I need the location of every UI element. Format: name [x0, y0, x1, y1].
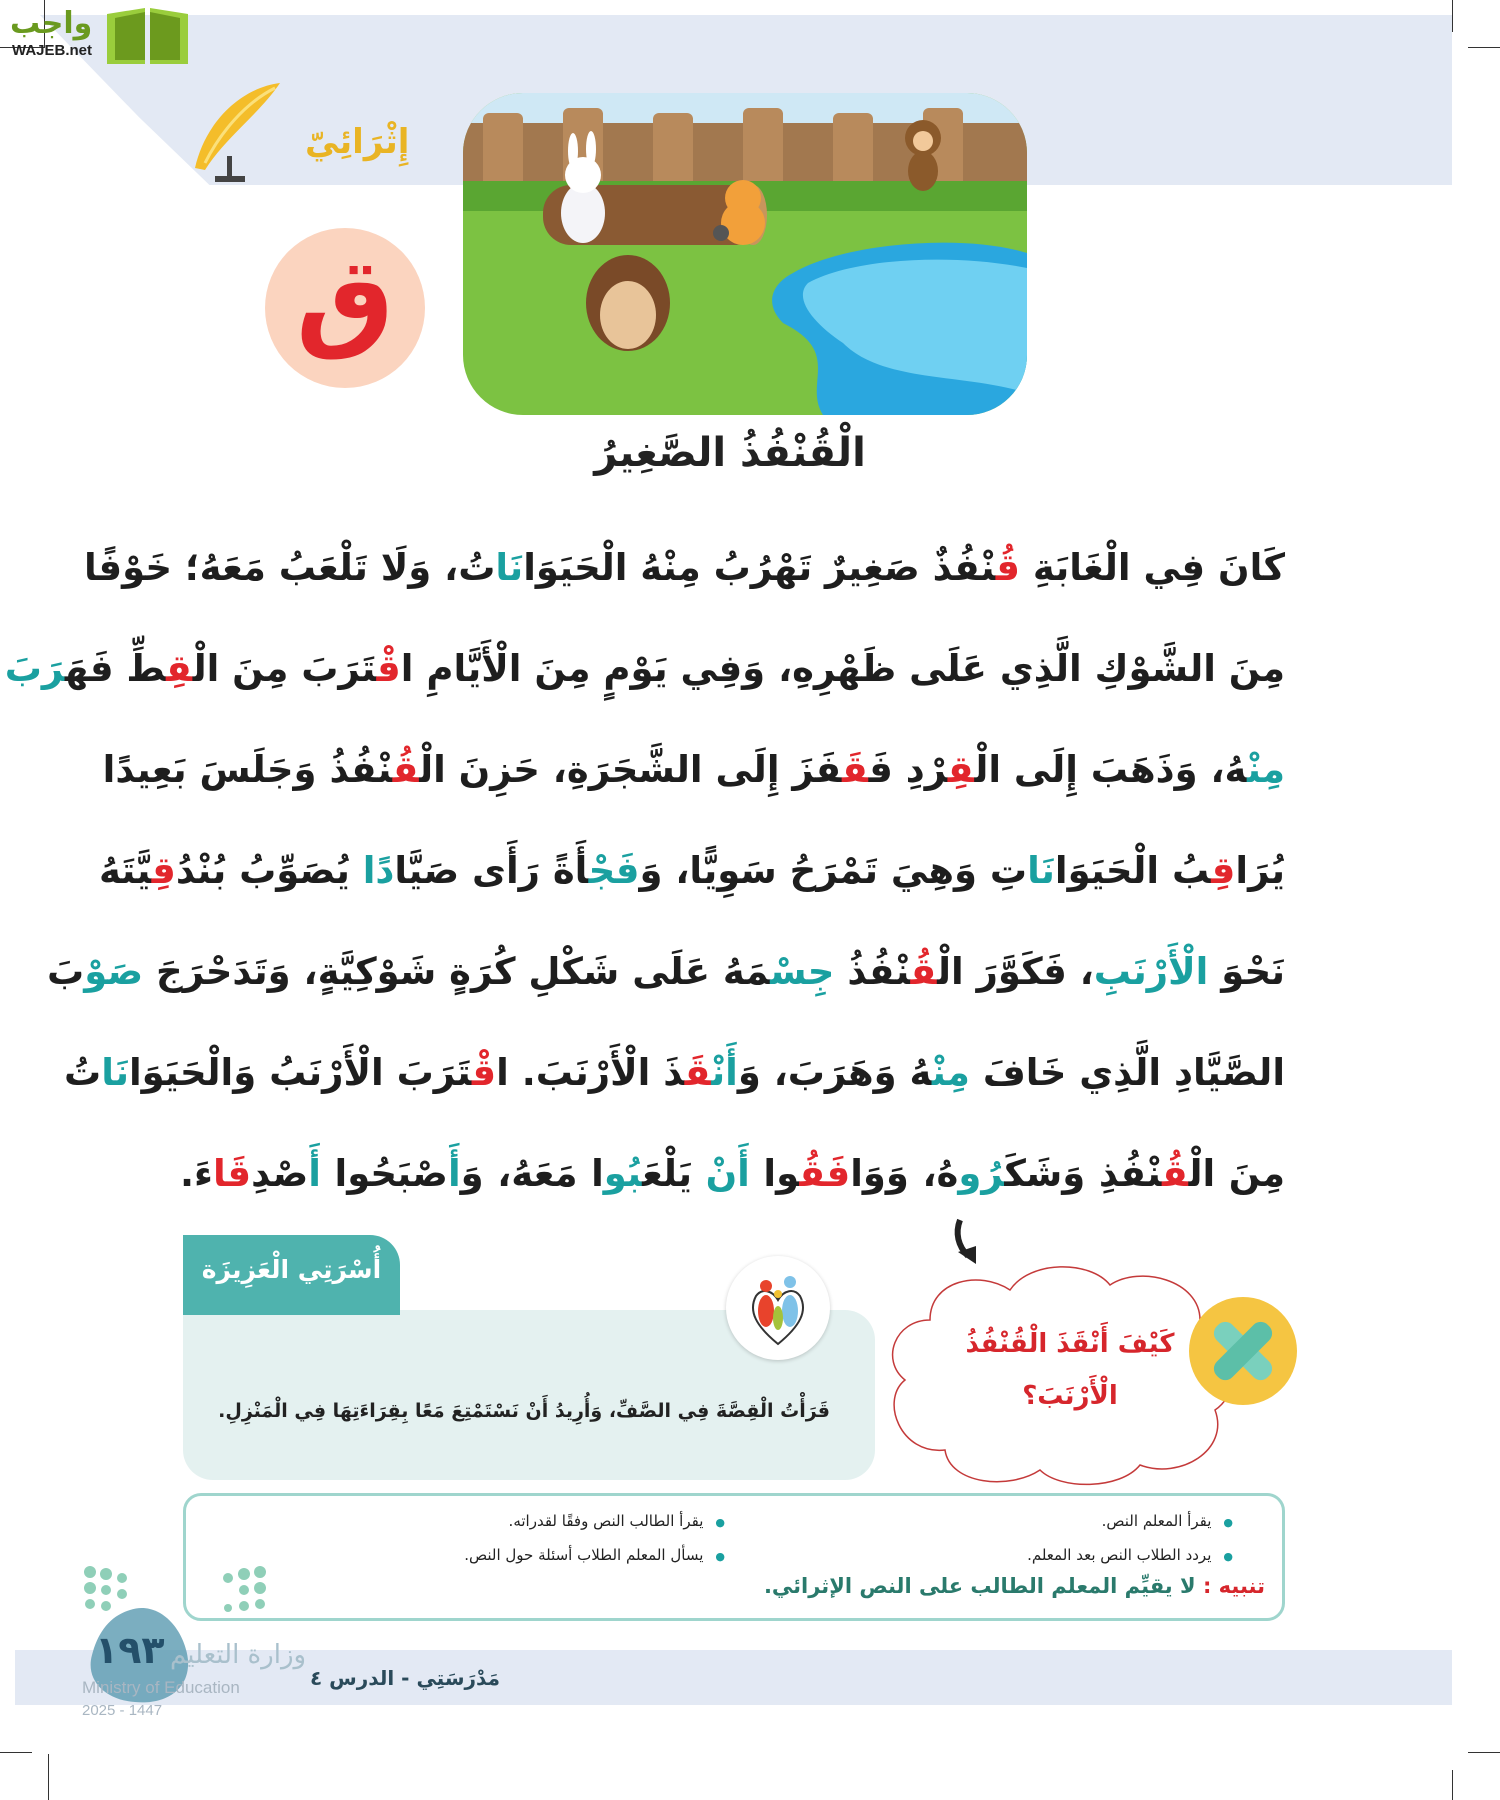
story-text-segment: تَرَبَ مِنَ الْ	[192, 647, 377, 690]
feather-quill-icon	[180, 78, 290, 186]
story-text-segment: رْدِ فَ	[868, 748, 948, 791]
highlight-letter: قِ	[151, 849, 176, 892]
story-text-segment: صْبَحُوا	[320, 1152, 448, 1195]
note-item: ● يسأل المعلم الطلاب أسئلة حول النص.	[464, 1546, 725, 1564]
highlight-syllable: أَنْ	[711, 1051, 738, 1094]
story-text-segment: نْفُذُ وَجَلَسَ بَعِيدًا	[102, 748, 393, 791]
letter: ق	[295, 234, 395, 362]
highlight-syllable: صَوْ	[84, 950, 144, 993]
story-title: الْقُنْفُذُ الصَّغِيرُ	[594, 430, 866, 476]
warning-text: لا يقيِّم المعلم الطالب على النص الإثرائي.	[763, 1574, 1196, 1598]
story-text-segment: نْفُذُ	[834, 950, 911, 993]
story-line	[47, 934, 1285, 1035]
story-text-segment: صْدِ	[251, 1152, 309, 1195]
warning-label: تنبيه :	[1202, 1574, 1265, 1598]
page-number: ١٩٣	[95, 1628, 165, 1672]
story-text-segment: فَزَ إِلَى الشَّجَرَةِ، حَزِنَ الْ	[419, 748, 843, 791]
ministry-name-english: Ministry of Education	[82, 1678, 240, 1697]
highlight-letter: قِ	[947, 748, 975, 791]
question-line-1: كَيْفَ أَنْقَذَ الْقُنْفُذُ	[965, 1329, 1175, 1359]
story-line	[4, 631, 1285, 732]
highlight-syllable: مِنْ	[1246, 748, 1285, 791]
highlight-letter: قَ	[684, 1051, 712, 1094]
crop-mark	[1452, 0, 1453, 32]
family-icon-circle	[726, 1256, 830, 1360]
letter-badge	[265, 228, 425, 388]
family-note-text: قَرَأْتُ الْقِصَّةَ فِي الصَّفِّ، وَأُرِيدُ أَنْ نَسْتَمْتِعَ مَعًا بِقِرَاءَتِهَا فِي الْمَنْزِلِ.	[218, 1400, 830, 1422]
note-item: ● يقرأ الطالب النص وفقًا لقدراته.	[509, 1512, 725, 1530]
crop-mark	[0, 1752, 32, 1753]
highlight-letter: قِ	[166, 647, 193, 690]
story-illustration	[463, 93, 1027, 415]
highlight-letter: قُ	[1161, 1152, 1189, 1195]
highlight-syllable: رَبَ	[4, 647, 65, 690]
highlight-letter: قِ	[1211, 849, 1236, 892]
highlight-syllable: مِنْ	[931, 1051, 970, 1094]
book-logo-icon	[105, 4, 190, 66]
story-text-segment: يَلْعَ	[642, 1152, 706, 1195]
story-line	[102, 732, 1285, 833]
crop-mark	[48, 1754, 49, 1800]
note-item: ● يقرأ المعلم النص.	[1102, 1512, 1233, 1530]
story-line	[180, 1136, 1285, 1237]
story-text-segment: ذَ الْأَرْنَبَ. ا	[496, 1051, 685, 1094]
highlight-syllable: نَا	[101, 1051, 129, 1094]
story-text-segment: تِ وَهِيَ تَمْرَحُ سَوِيًّا، وَ	[639, 849, 1028, 892]
logo-latin: WAJEB.net	[12, 42, 93, 59]
highlight-letter: قَ	[842, 748, 869, 791]
highlight-syllable: نَا	[495, 546, 524, 589]
highlight-letter: قْ	[471, 1051, 497, 1094]
logo-arabic: واجب	[10, 6, 93, 41]
story-text-segment: تُ، وَلَا تَلْعَبُ مَعَهُ؛ خَوْفًا	[84, 546, 496, 589]
highlight-syllable: أَنْ	[705, 1152, 750, 1195]
highlight-letter: قُ	[995, 546, 1021, 589]
story-text-segment: هُ وَهَرَبَ، وَ	[737, 1051, 932, 1094]
section-label: إِثْرَائِيّ	[305, 122, 410, 162]
family-heading: أُسْرَتِي الْعَزِيزَة	[183, 1235, 400, 1315]
story-line	[84, 530, 1285, 631]
story-text	[4, 530, 1285, 1237]
family-heart-icon	[726, 1256, 830, 1360]
story-text-segment: تَرَبَ الْأَرْنَبُ وَالْحَيَوَا	[129, 1051, 472, 1094]
highlight-letter: قْ	[376, 647, 401, 690]
ministry-name-arabic: وزارة التعليم	[170, 1640, 307, 1670]
crop-mark	[1468, 47, 1500, 48]
highlight-syllable: دًا	[362, 849, 395, 892]
crop-mark	[1468, 1752, 1500, 1753]
story-text-segment: يُرَا	[1235, 849, 1285, 892]
note-item: ● يردد الطلاب النص بعد المعلم.	[1027, 1546, 1233, 1564]
story-text-segment: بُ الْحَيَوَا	[1054, 849, 1212, 892]
teacher-warning	[760, 1574, 1265, 1598]
bandage-icon	[1187, 1295, 1299, 1407]
story-text-segment: أَةً رَأَى صَيَّا	[394, 849, 589, 892]
question-line-2: الْأَرْنَبَ؟	[1022, 1381, 1118, 1411]
story-text-segment: نْفُذِ وَشَكَ	[1004, 1152, 1162, 1195]
highlight-syllable: أَ	[308, 1152, 321, 1195]
story-text-segment: وا	[749, 1152, 800, 1195]
story-text-segment: الصَّيَّادِ الَّذِي خَافَ	[969, 1051, 1285, 1094]
highlight-syllable: بُو	[603, 1152, 643, 1195]
story-text-segment: طِّ فَهَ	[64, 647, 167, 690]
highlight-syllable: فَجْ	[588, 849, 640, 892]
highlight-syllable: الْأَرْنَبِ	[1093, 950, 1209, 993]
story-text-segment: يَّتَهُ	[98, 849, 152, 892]
question-text	[960, 1318, 1180, 1422]
story-text-segment: يُصَوِّبُ بُنْدُ	[175, 849, 363, 892]
crop-mark	[1452, 1770, 1453, 1800]
story-text-segment: ا مَعَهُ، وَ	[460, 1152, 604, 1195]
story-text-segment: نْفُذٌ صَغِيرٌ تَهْرُبُ مِنْهُ الْحَيَوَا	[523, 546, 996, 589]
story-text-segment: مِنَ الْ	[1188, 1152, 1285, 1195]
story-line	[98, 833, 1285, 934]
story-line	[64, 1035, 1285, 1136]
highlight-letter: قُ	[910, 950, 938, 993]
edition-year: 2025 - 1447	[82, 1702, 163, 1719]
story-text-segment: كَانَ فِي الْغَابَةِ	[1020, 546, 1285, 589]
story-text-segment: هُ، وَوَا	[850, 1152, 959, 1195]
arrow-down-icon	[950, 1218, 990, 1268]
story-text-segment: تُ	[64, 1051, 102, 1094]
highlight-syllable: نَا	[1027, 849, 1055, 892]
highlight-syllable: أَ	[447, 1152, 461, 1195]
highlight-letter: فَقُ	[799, 1152, 851, 1195]
lesson-footer: مَدْرَسَتِي - الدرس ٤	[310, 1666, 500, 1690]
story-text-segment: هُ، وَذَهَبَ إِلَى الْ	[974, 748, 1247, 791]
story-text-segment: ، فَكَوَّرَ الْ	[937, 950, 1094, 993]
story-text-segment: مَهُ عَلَى شَكْلِ كُرَةٍ شَوْكِيَّةٍ، وَتَدَحْرَجَ	[143, 950, 771, 993]
story-text-segment: بَ	[47, 950, 85, 993]
story-text-segment: مِنَ الشَّوْكِ الَّذِي عَلَى ظَهْرِهِ، وَفِي يَوْمٍ مِنَ الْأَيَّامِ ا	[400, 647, 1285, 690]
story-text-segment: ءَ.	[180, 1152, 213, 1195]
story-text-segment: نَحْوَ	[1208, 950, 1285, 993]
highlight-letter: قَا	[212, 1152, 252, 1195]
highlight-syllable: رُو	[958, 1152, 1005, 1195]
highlight-syllable: جِسْ	[770, 950, 835, 993]
highlight-letter: قُ	[392, 748, 420, 791]
